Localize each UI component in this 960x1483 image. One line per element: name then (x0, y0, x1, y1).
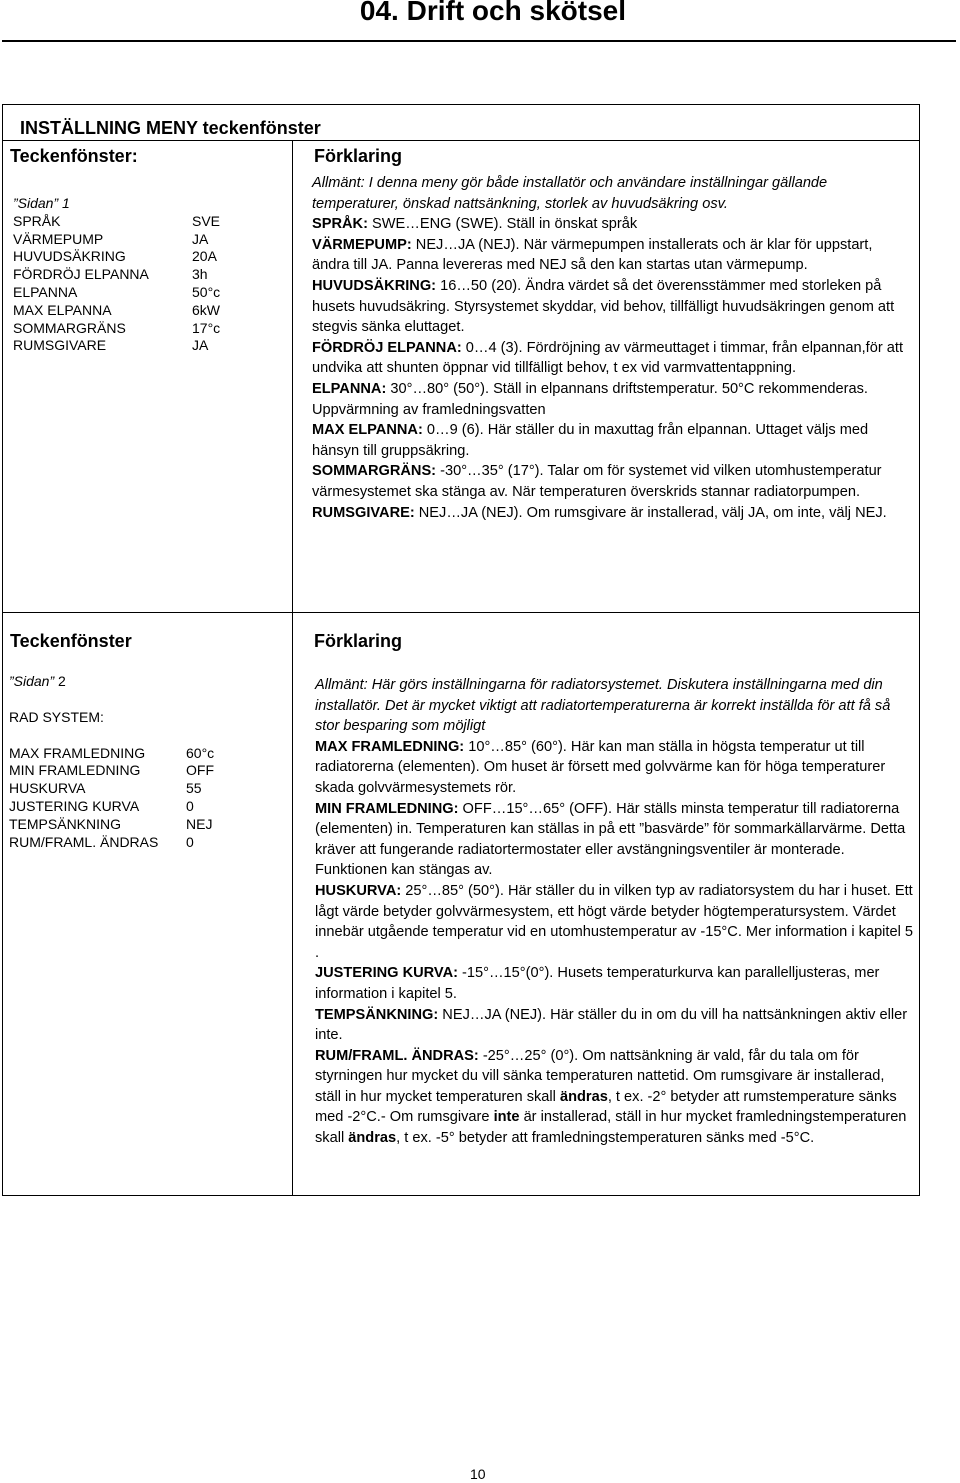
explanation-item (315, 737, 913, 799)
section2-explanation (315, 675, 913, 1149)
setting-value: 3h (192, 266, 208, 283)
item-key: MAX FRAMLEDNING: (315, 738, 465, 755)
setting-row (9, 745, 289, 763)
item-text: NEJ…JA (NEJ). Om rumsgivare är installerad, välj JA, om inte, välj NEJ. (414, 504, 887, 521)
explanation-item (312, 461, 912, 502)
section2-items (315, 737, 913, 1046)
setting-row (9, 816, 289, 834)
item-key: MIN FRAMLEDNING: (315, 800, 459, 817)
item-key: FÖRDRÖJ ELPANNA: (312, 339, 462, 356)
explanation-item (315, 799, 913, 881)
item-text: SWE…ENG (SWE). Ställ in önskat språk (367, 216, 638, 233)
item-key: VÄRMEPUMP: (312, 236, 412, 253)
setting-label: RUM/FRAML. ÄNDRAS (9, 833, 159, 850)
explanation-item (312, 235, 912, 276)
setting-value: 20A (192, 248, 217, 265)
item-text: 10°…85° (60°). Här kan man ställa in högsta temperatur ut till radiatorerna (elementen). Om huset är försett med golvvärme kan för höga temperaturer skada golvvärmesystemets rör. (315, 738, 886, 796)
section2-subtitle: RAD SYSTEM: (9, 708, 104, 725)
setting-label: HUVUDSÄKRING (13, 248, 126, 265)
setting-label: TEMPSÄNKNING (9, 815, 122, 832)
item-text: OFF…15°…65° (OFF). Här ställs minsta temperatur till radiatorerna (elementen) in. Temperaturen kan ställas in på ett ”basvärde” för sommarkällarvärme. Detta kräver att fungerande radiatortermostater eller avstängningsventiler är monterade. Funktionen kan stängas av. (315, 800, 906, 879)
setting-label: RUMSGIVARE (13, 337, 107, 354)
explanation-item (315, 963, 913, 1004)
setting-row (9, 798, 289, 816)
setting-value: 50°c (192, 283, 221, 300)
section2-item-rum-framl (315, 1046, 913, 1149)
section2-display (9, 673, 289, 851)
section2-settings-list (9, 745, 289, 852)
section-divider (2, 612, 920, 613)
setting-value: OFF (186, 762, 214, 779)
item-text: NEJ…JA (NEJ). När värmepumpen installerats och är klar för uppstart, ändra till JA. Panna levereras med NEJ så den kan startas utan värmepump. (312, 236, 873, 274)
section1-explanation (312, 173, 912, 523)
frame-title: INSTÄLLNING MENY teckenfönster (20, 118, 321, 138)
explanation-item (312, 214, 912, 235)
section1-right-heading: Förklaring (314, 146, 403, 166)
setting-value: SVE (192, 212, 221, 229)
setting-value: 60°c (186, 744, 215, 761)
setting-value: JA (192, 230, 209, 247)
item-key: SOMMARGRÄNS: (312, 463, 437, 480)
section2-page-label (9, 673, 289, 691)
section2-general: Allmänt: Här görs inställningarna för radiatorsystemet. Diskutera inställningarna med din installatör. Det är mycket viktigt att radiatortemperaturerna är korrekt inställda för att få så stor besparing som möjligt (315, 677, 891, 735)
section2-left-heading: Teckenfönster (10, 631, 132, 651)
explanation-item (315, 881, 913, 963)
section1-settings-list (13, 213, 283, 355)
item-key: RUM/FRAML. ÄNDRAS: (315, 1047, 479, 1064)
explanation-item (312, 503, 912, 524)
setting-row (9, 834, 289, 852)
page-number: 10 (470, 1466, 486, 1482)
item-emphasis: ändras (348, 1130, 397, 1147)
setting-value: 0 (186, 797, 194, 814)
item-key: RUMSGIVARE: (312, 504, 415, 521)
item-text: 0…9 (6). Här ställer du in maxuttag från elpannan. Uttaget väljs med hänsyn till gruppsäkring. (312, 422, 869, 459)
section2-right-heading: Förklaring (314, 631, 403, 651)
setting-row (13, 231, 283, 249)
setting-value: NEJ (186, 815, 213, 832)
setting-row (13, 302, 283, 320)
setting-value: 55 (186, 780, 202, 797)
setting-label: VÄRMEPUMP (13, 230, 104, 247)
column-divider (292, 141, 293, 1196)
setting-label: MIN FRAMLEDNING (9, 762, 141, 779)
item-key: HUSKURVA: (315, 882, 402, 899)
setting-label: MAX FRAMLEDNING (9, 744, 146, 761)
setting-label: HUSKURVA (9, 780, 86, 797)
setting-row (13, 266, 283, 284)
item-emphasis: inte (493, 1109, 520, 1126)
item-text: 30°…80° (50°). Ställ in elpannans driftstemperatur. 50°C rekommenderas. Uppvärmning av framledningsvatten (312, 380, 868, 418)
item-text: -25°…25° (0°). Om nattsänkning är vald, får du tala om för styrningen hur mycket du vill sänka temperaturen nattetid. Om rumsgivare är installerad, ställ in hur mycket temperaturen skall (315, 1047, 885, 1105)
explanation-item (312, 276, 912, 338)
setting-label: SOMMARGRÄNS (13, 319, 126, 336)
item-key: SPRÅK: (312, 216, 368, 233)
setting-row (13, 284, 283, 302)
setting-row (9, 762, 289, 780)
setting-label: FÖRDRÖJ ELPANNA (13, 266, 149, 283)
setting-label: ELPANNA (13, 283, 78, 300)
setting-row (13, 213, 283, 231)
item-key: HUVUDSÄKRING: (312, 277, 437, 294)
explanation-item (315, 1005, 913, 1046)
setting-value: JA (192, 337, 209, 354)
setting-value: 6kW (192, 301, 220, 318)
section2-page-number: 2 (54, 673, 66, 689)
item-key: TEMPSÄNKNING: (315, 1006, 439, 1023)
section1-display (13, 195, 283, 355)
item-text: 16…50 (20). Ändra värdet så det överensstämmer med storleken på husets huvudsäkring. Styrsystemet skyddar, vid behov, tillfälligt huvudsäkringen genom att stegvis sänka eluttaget. (312, 277, 895, 336)
item-text: , t ex. -2° betyder att rumstemperature sänks med -2°C.- Om rumsgivare (315, 1088, 897, 1126)
setting-label: JUSTERING KURVA (9, 797, 140, 814)
item-key: ELPANNA: (312, 380, 387, 397)
item-text: , t ex. -5° betyder att framledningstemperaturen sänks med -5°C. (396, 1130, 815, 1147)
item-key: MAX ELPANNA: (312, 422, 423, 439)
setting-value: 0 (186, 833, 194, 850)
item-text: -30°…35° (17°). Talar om för systemet vid vilken utomhustemperatur värmesystemet ska stänga av. När temperaturen överskrids stannar radiatorpumpen. (312, 463, 882, 500)
setting-row (13, 337, 283, 355)
header-rule (2, 40, 956, 42)
explanation-item (312, 420, 912, 461)
item-emphasis: ändras (559, 1088, 608, 1105)
setting-label: MAX ELPANNA (13, 301, 112, 318)
setting-row (9, 780, 289, 798)
explanation-item (312, 379, 912, 420)
section1-items (312, 214, 912, 523)
setting-value: 17°c (192, 319, 221, 336)
page-title: 04. Drift och skötsel (359, 0, 626, 26)
section1-left-heading: Teckenfönster: (10, 146, 138, 166)
title-divider (2, 140, 920, 141)
section2-page-label-text: ”Sidan” (9, 673, 55, 689)
explanation-item (312, 338, 912, 379)
section1-page-label: ”Sidan” 1 (13, 195, 70, 211)
setting-row (13, 320, 283, 338)
section1-general: Allmänt: I denna meny gör både installatör och användare inställningar gällande temperaturer, önskad nattsänkning, storlek av huvudsäkring osv. (312, 175, 828, 212)
item-text: är installerad, ställ in hur mycket framledningstemperaturen skall (315, 1109, 907, 1147)
setting-label: SPRÅK (13, 212, 61, 229)
item-text: 25°…85° (50°). Här ställer du in vilken typ av radiatorsystem du har i huset. Ett lågt värde betyder golvvärmesystem, ett högt värde betyder högtemperatursystem. Värdet innebär utgående temperatur vid en utomhustemperatur av -15°C. Mer information i kapitel 5 . (315, 882, 914, 961)
item-text: 0…4 (3). Fördröjning av värmeuttaget i timmar, från elpannan,för att undvika att shunten öppnar vid tillfälligt behov, t ex vid varmvattentappning. (312, 339, 903, 377)
setting-row (13, 248, 283, 266)
item-text: NEJ…JA (NEJ). Här ställer du in om du vill ha nattsänkningen aktiv eller inte. (315, 1006, 908, 1044)
item-key: JUSTERING KURVA: (315, 965, 458, 982)
item-text: -15°…15°(0°). Husets temperaturkurva kan parallelljusteras, mer information i kapitel 5. (315, 965, 880, 1002)
